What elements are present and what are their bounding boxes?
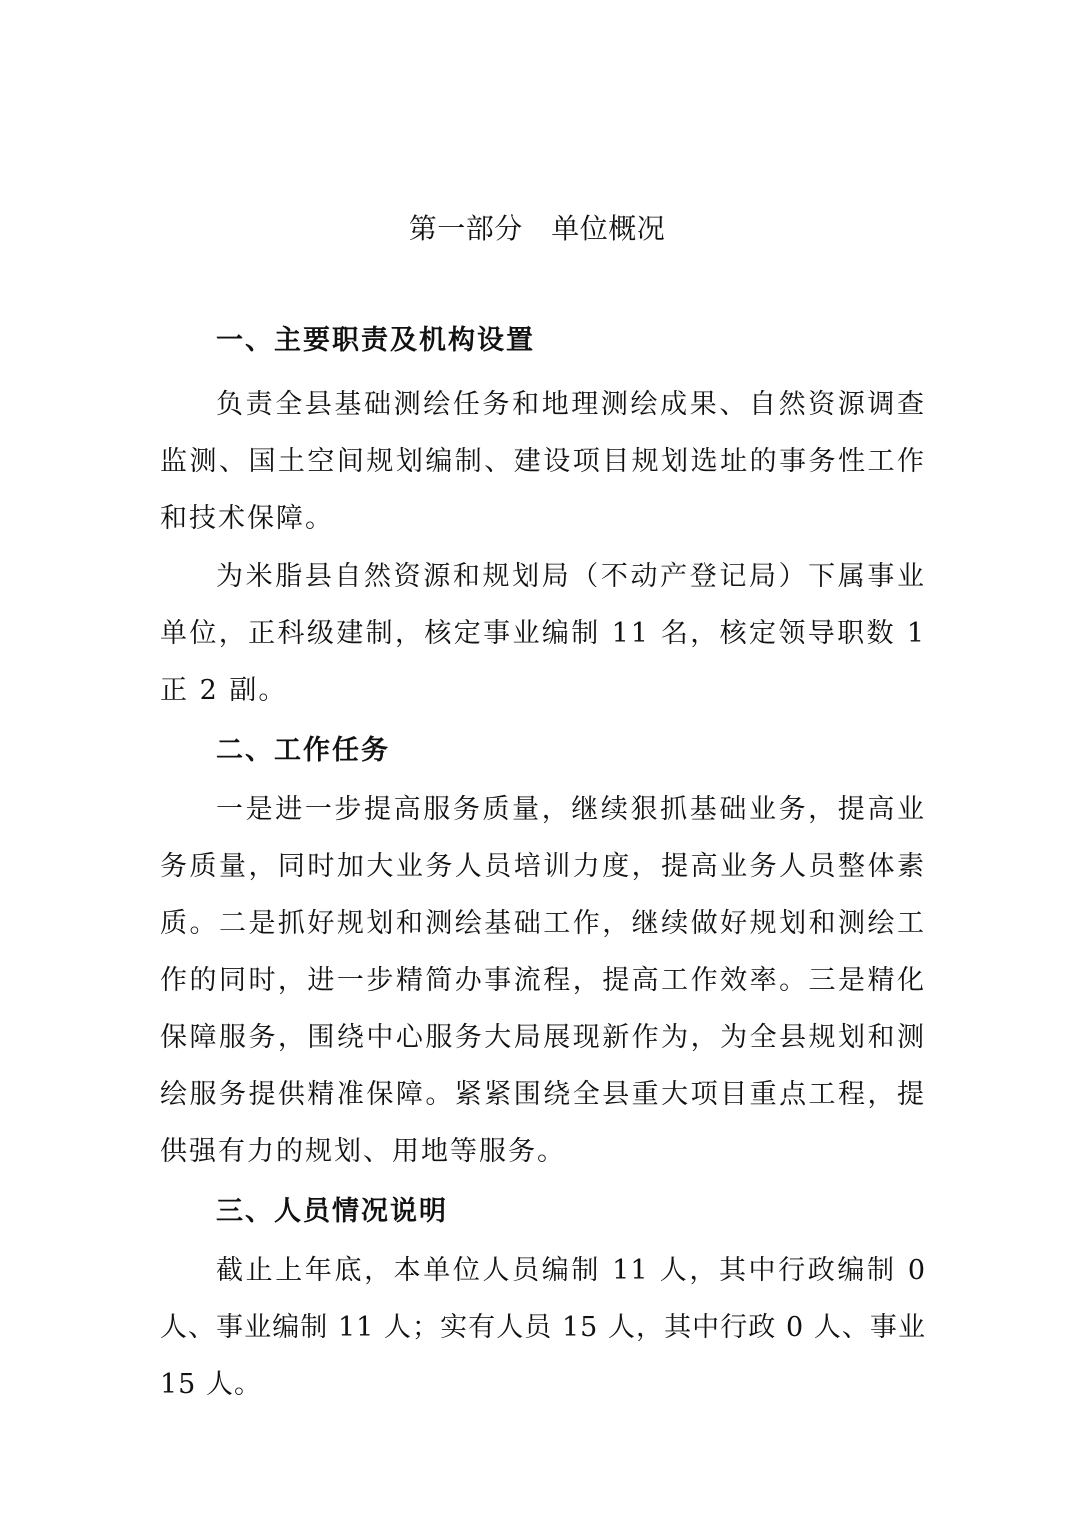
paragraph-staff: 截止上年底，本单位人员编制 11 人，其中行政编制 0 人、事业编制 11 人；实有人员 15 人，其中行政 0 人、事业 15 人。 bbox=[160, 1255, 926, 1400]
section-heading-duties: 一、主要职责及机构设置 bbox=[216, 325, 535, 356]
paragraph-organization: 为米脂县自然资源和规划局（不动产登记局）下属事业单位，正科级建制，核定事业编制 11 名，核定领导职数 1 正 2 副。 bbox=[160, 561, 926, 706]
section-heading-staff: 三、人员情况说明 bbox=[216, 1196, 448, 1227]
page-title: 第一部分 单位概况 bbox=[408, 212, 666, 245]
paragraph-duties: 负责全县基础测绘任务和地理测绘成果、自然资源调查监测、国土空间规划编制、建设项目规划选址的事务性工作和技术保障。 bbox=[160, 389, 926, 534]
paragraph-tasks: 一是进一步提高服务质量，继续狠抓基础业务，提高业务质量，同时加大业务人员培训力度，提高业务人员整体素质。二是抓好规划和测绘基础工作，继续做好规划和测绘工作的同时，进一步精简办事流程，提高工作效率。三是精化保障服务，围绕中心服务大局展现新作为，为全县规划和测绘服务提供精准保障。紧紧围绕全县重大项目重点工程，提供强有力的规划、用地等服务。 bbox=[160, 794, 926, 1167]
section-heading-tasks: 二、工作任务 bbox=[216, 735, 390, 766]
